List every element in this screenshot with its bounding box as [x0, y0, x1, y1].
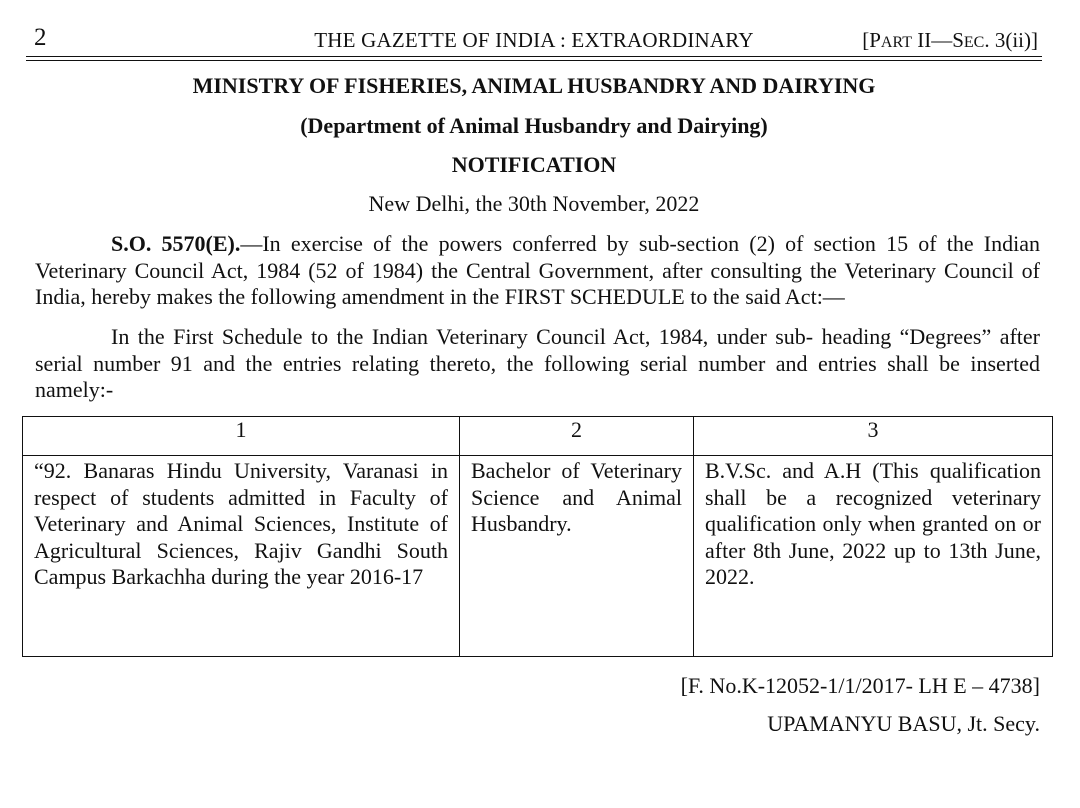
ministry-heading: MINISTRY OF FISHERIES, ANIMAL HUSBANDRY AND DAIRYING — [192, 73, 876, 98]
schedule-table — [22, 416, 1053, 657]
qualification-cell: B.V.Sc. and A.H (This qualification shall be a recognized veterinary qualification only when granted on or after 8th June, 2022 up to 13th June, 2022. — [693, 456, 1052, 657]
part-section-label: [PART II—SEC. 3(ii)] — [862, 28, 1038, 52]
notification-heading: NOTIFICATION — [451, 152, 617, 177]
university-cell: “92. Banaras Hindu University, Varanasi in respect of students admitted in Faculty of Veterinary and Animal Sciences, Institute of Agricultural Sciences, Rajiv Gandhi South Campus Barkachha during the year 2016-17 — [23, 456, 460, 657]
paragraph-amendment: In the First Schedule to the Indian Veterinary Council Act, 1984, under sub- heading “Degrees” after serial number 91 and the entries relating thereto, the following serial number and entries shall be inserted namely:- — [35, 324, 1040, 402]
department-heading: (Department of Animal Husbandry and Dairying) — [300, 113, 768, 138]
column-header: 1 — [23, 417, 460, 456]
table-row — [23, 456, 1053, 657]
header-rule-bottom — [26, 60, 1042, 61]
column-header: 2 — [460, 417, 694, 456]
degree-cell: Bachelor of Veterinary Science and Animal Husbandry. — [460, 456, 694, 657]
header-rule-top — [26, 56, 1042, 57]
table-header-row — [23, 417, 1053, 456]
paragraph-order-text: —In exercise of the powers conferred by sub-section (2) of section 15 of the Indian Veterinary Council Act, 1984 (52 of 1984) the Central Government, after consulting the Veterinary Council of India, hereby makes the following amendment in the FIRST SCHEDULE to the said Act:— — [35, 231, 1040, 309]
dateline: New Delhi, the 30th November, 2022 — [368, 191, 700, 216]
paragraph-order — [35, 231, 1040, 311]
gazette-header — [26, 24, 1042, 56]
file-reference: [F. No.K-12052-1/1/2017- LH E – 4738] — [680, 673, 1040, 698]
signatory: UPAMANYU BASU, Jt. Secy. — [767, 711, 1040, 736]
so-number: S.O. 5570(E). — [111, 231, 241, 256]
page-number: 2 — [34, 24, 47, 51]
gazette-title: THE GAZETTE OF INDIA : EXTRAORDINARY — [314, 28, 754, 52]
column-header: 3 — [693, 417, 1052, 456]
